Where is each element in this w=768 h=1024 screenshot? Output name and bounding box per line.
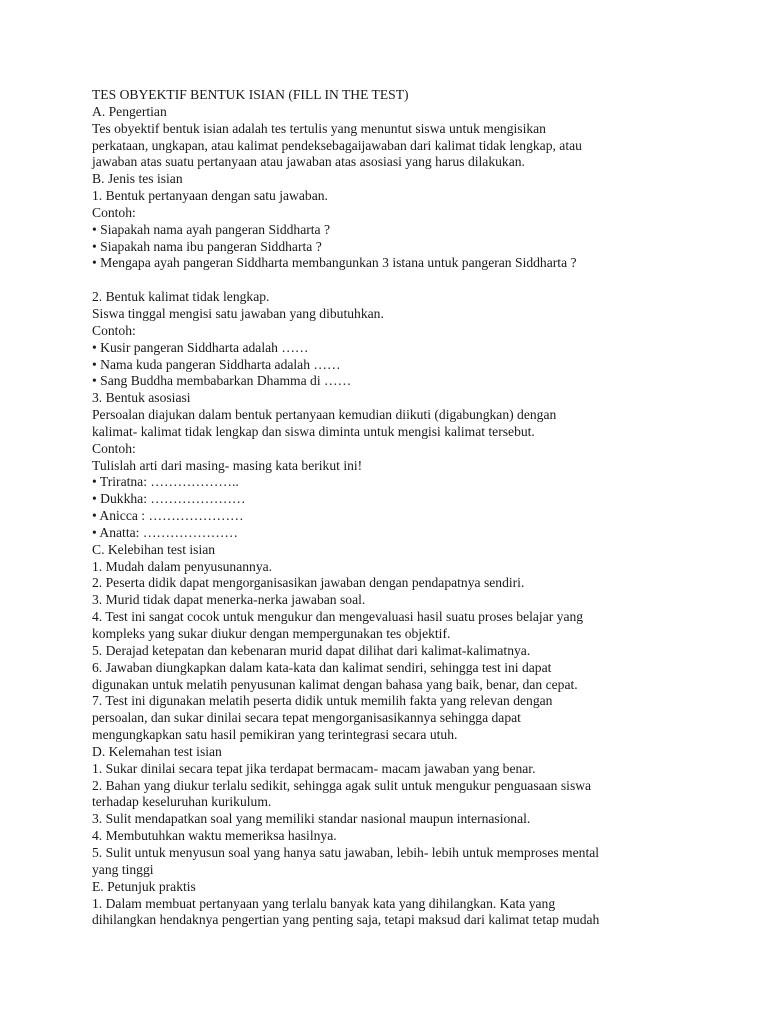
text-line: 4. Membutuhkan waktu memeriksa hasilnya.	[92, 828, 337, 844]
text-line: 3. Bentuk asosiasi	[92, 390, 191, 406]
text-line: D. Kelemahan test isian	[92, 743, 222, 759]
text-line: Persoalan diajukan dalam bentuk pertanyaan kemudian diikuti (digabungkan) dengan	[92, 407, 557, 423]
text-line: 2. Bahan yang diukur terlalu sedikit, sehingga agak sulit untuk mengukur penguasaan siswa	[92, 777, 592, 793]
text-line: yang tinggi	[92, 861, 154, 877]
document-body	[92, 104, 692, 929]
text-line: Tes obyektif bentuk isian adalah tes tertulis yang menuntut siswa untuk mengisikan	[92, 120, 546, 136]
text-line: kalimat- kalimat tidak lengkap dan siswa diminta untuk mengisi kalimat tersebut.	[92, 423, 535, 439]
text-line: 4. Test ini sangat cocok untuk mengukur dan mengevaluasi hasil suatu proses belajar yang	[92, 609, 584, 625]
text-line: 3. Murid tidak dapat menerka-nerka jawaban soal.	[92, 592, 366, 608]
text-line: Tulislah arti dari masing- masing kata berikut ini!	[92, 457, 363, 473]
text-line: • Mengapa ayah pangeran Siddharta membangunkan 3 istana untuk pangeran Siddharta ?	[92, 255, 577, 271]
text-line: • Anicca : …………………	[92, 508, 244, 524]
text-line: • Siapakah nama ibu pangeran Siddharta ?	[92, 238, 322, 254]
text-line: 1. Mudah dalam penyusunannya.	[92, 558, 273, 574]
text-line: mengungkapkan satu hasil pemikiran yang terintegrasi secara utuh.	[92, 727, 458, 743]
text-line: B. Jenis tes isian	[92, 171, 183, 187]
text-line: Contoh:	[92, 440, 136, 456]
text-line: Siswa tinggal mengisi satu jawaban yang dibutuhkan.	[92, 305, 384, 321]
text-line: dihilangkan hendaknya pengertian yang penting saja, tetapi maksud dari kalimat tetap mudah	[92, 912, 600, 928]
text-line: 5. Derajad ketepatan dan kebenaran murid dapat dilihat dari kalimat-kalimatnya.	[92, 642, 531, 658]
text-line: 1. Bentuk pertanyaan dengan satu jawaban.	[92, 188, 328, 204]
text-line: • Nama kuda pangeran Siddharta adalah ……	[92, 356, 341, 372]
text-line: • Dukkha: …………………	[92, 491, 246, 507]
text-line: Contoh:	[92, 204, 136, 220]
text-line: 2. Peserta didik dapat mengorganisasikan jawaban dengan pendapatnya sendiri.	[92, 575, 525, 591]
text-line: perkataan, ungkapan, atau kalimat pendeksebagaijawaban dari kalimat tidak lengkap, atau	[92, 137, 582, 153]
text-line: 7. Test ini digunakan melatih peserta didik untuk memilih fakta yang relevan dengan	[92, 693, 553, 709]
text-line: kompleks yang sukar diukur dengan mempergunakan tes objektif.	[92, 626, 451, 641]
text-line: 1. Dalam membuat pertanyaan yang terlalu banyak kata yang dihilangkan. Kata yang	[92, 895, 556, 911]
text-line: 3. Sulit mendapatkan soal yang memiliki standar nasional maupun internasional.	[92, 811, 531, 827]
document-title: TES OBYEKTIF BENTUK ISIAN (FILL IN THE TEST)	[92, 87, 409, 102]
text-line: • Sang Buddha membabarkan Dhamma di ……	[92, 373, 352, 389]
text-line: Contoh:	[92, 322, 136, 338]
text-line: 2. Bentuk kalimat tidak lengkap.	[92, 289, 270, 305]
text-line: E. Petunjuk praktis	[92, 878, 196, 894]
text-line: 1. Sukar dinilai secara tepat jika terdapat bermacam- macam jawaban yang benar.	[92, 760, 536, 776]
text-line: 6. Jawaban diungkapkan dalam kata-kata dan kalimat sendiri, sehingga test ini dapat	[92, 659, 552, 675]
text-line: 5. Sulit untuk menyusun soal yang hanya satu jawaban, lebih- lebih untuk memproses mental	[92, 844, 600, 860]
text-line: A. Pengertian	[92, 103, 167, 119]
text-line: • Triratna: ………………..	[92, 474, 239, 490]
text-line: digunakan untuk melatih penyusunan kalimat dengan bahasa yang baik, benar, dan cepat.	[92, 676, 578, 692]
document-page	[92, 87, 692, 929]
text-line: C. Kelebihan test isian	[92, 541, 216, 557]
blank-line	[92, 272, 692, 289]
text-line: • Kusir pangeran Siddharta adalah ……	[92, 339, 309, 355]
text-line: persoalan, dan sukar dinilai secara tepat mengorganisasikannya sehingga dapat	[92, 710, 521, 726]
text-line: • Anatta: …………………	[92, 524, 238, 540]
text-line: • Siapakah nama ayah pangeran Siddharta ?	[92, 221, 331, 237]
text-line: terhadap keseluruhan kurikulum.	[92, 794, 272, 810]
text-line: jawaban atas suatu pertanyaan atau jawaban atas asosiasi yang harus dilakukan.	[92, 154, 525, 170]
